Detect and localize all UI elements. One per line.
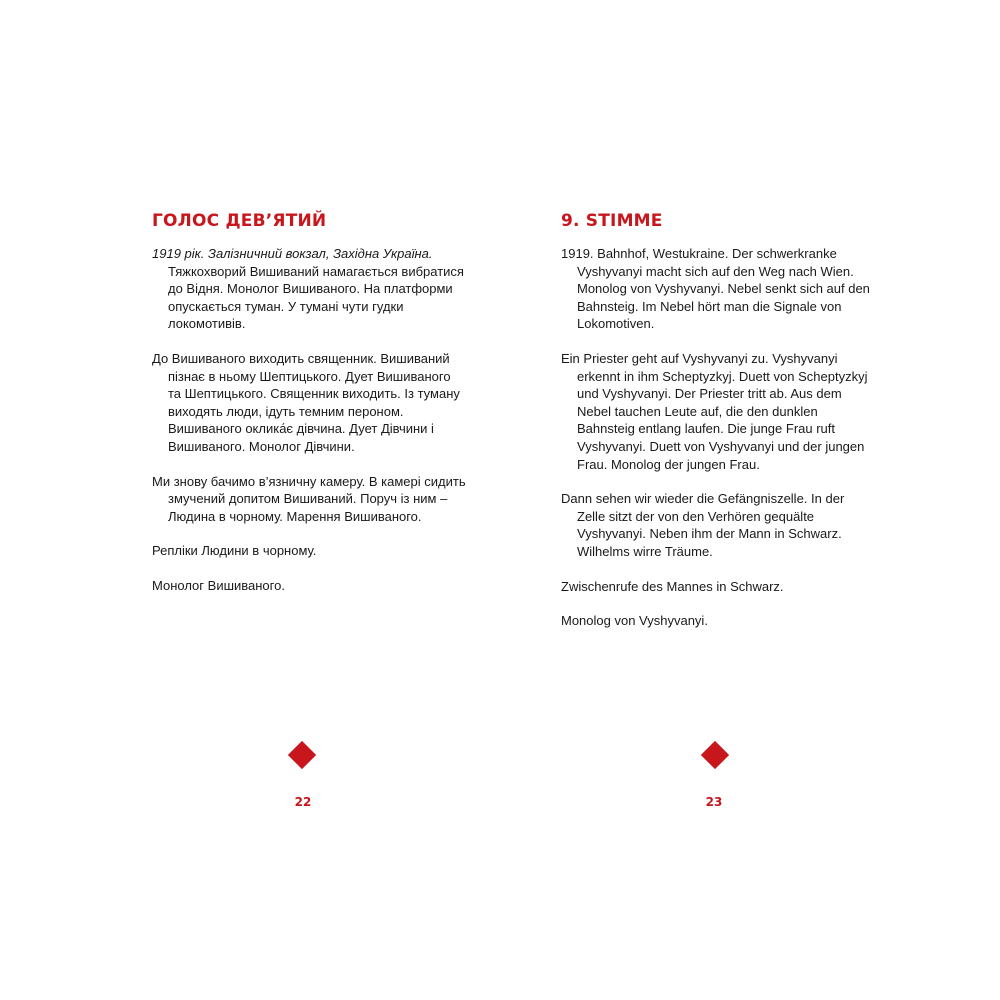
right-paragraph-5-text: Monolog von Vyshyvanyi. xyxy=(561,613,708,629)
left-page-number: 22 xyxy=(294,795,312,809)
right-paragraph-2-text: Ein Priester geht auf Vyshyvanyi zu. Vyshyvanyi erkennt in ihm Scheptyzkyj. Duett von Scheptyzkyj und Vyshyvanyi. Der Priester tritt ab. Aus dem Nebel tauchen Leute auf, die den dunklen Bahnsteig entlang laufen. Die junge Frau ruft Vyshyvanyi. Duett von Vyshyvanyi und der jungen Frau. Monolog der jungen Frau. xyxy=(561,350,868,472)
right-paragraph-5 xyxy=(561,612,876,630)
left-paragraph-3 xyxy=(152,473,467,526)
right-paragraph-1 xyxy=(561,245,876,333)
right-heading: 9. STIMME xyxy=(561,211,663,231)
right-paragraph-3 xyxy=(561,490,876,560)
left-paragraph-1-text: Тяжкохворий Вишиваний намагається вибратися до Відня. Монолог Вишиваного. На платформи опускається туман. У тумані чути гудки локомотивів. xyxy=(168,263,464,332)
left-paragraph-3-text: Ми знову бачимо в’язничну камеру. В камері сидить змучений допитом Вишиваний. Поруч із ним – Людина в чорному. Марення Вишиваного. xyxy=(152,473,466,524)
left-paragraph-2-text: До Вишиваного виходить священник. Вишиваний пізнає в ньому Шептицького. Дует Вишиваного та Шептицького. Священник виходить. Із туману виходять люди, ідуть темним пероном. Вишиваного оклика́є дівчина. Дует Дівчини і Вишиваного. Монолог Дівчини. xyxy=(152,350,460,454)
right-page xyxy=(500,0,1000,1000)
left-heading: ГОЛОС ДЕВ’ЯТИЙ xyxy=(152,211,327,231)
left-paragraph-1-lead: 1919 рік. Залізничний вокзал, Західна Україна. xyxy=(152,246,433,261)
red-diamond-icon xyxy=(701,741,729,769)
red-diamond-icon xyxy=(288,741,316,769)
right-text-column xyxy=(561,210,876,647)
right-paragraph-2 xyxy=(561,350,876,473)
right-paragraph-4-text: Zwischenrufe des Mannes in Schwarz. xyxy=(561,578,784,594)
left-paragraph-1 xyxy=(152,245,467,333)
left-paragraph-5-text: Монолог Вишиваного. xyxy=(152,577,285,593)
right-paragraph-3-text: Dann sehen wir wieder die Gefängniszelle. In der Zelle sitzt der von den Verhören gequälte Vyshyvanyi. Neben ihm der Mann in Schwarz. Wilhelms wirre Träume. xyxy=(561,491,845,559)
left-paragraph-4 xyxy=(152,542,467,560)
right-paragraph-1-text: 1919. Bahnhof, Westukraine. Der schwerkranke Vyshyvanyi macht sich auf den Weg nach Wien. Monolog von Vyshyvanyi. Nebel senkt sich auf den Bahnsteig. Im Nebel hört man die Signale von Lokomotiven. xyxy=(561,246,870,332)
left-paragraph-5 xyxy=(152,577,467,595)
left-text-column xyxy=(152,210,467,612)
right-paragraph-4 xyxy=(561,578,876,596)
left-paragraph-4-text: Репліки Людини в чорному. xyxy=(152,543,317,559)
right-page-number: 23 xyxy=(705,795,723,809)
left-paragraph-2 xyxy=(152,350,467,456)
